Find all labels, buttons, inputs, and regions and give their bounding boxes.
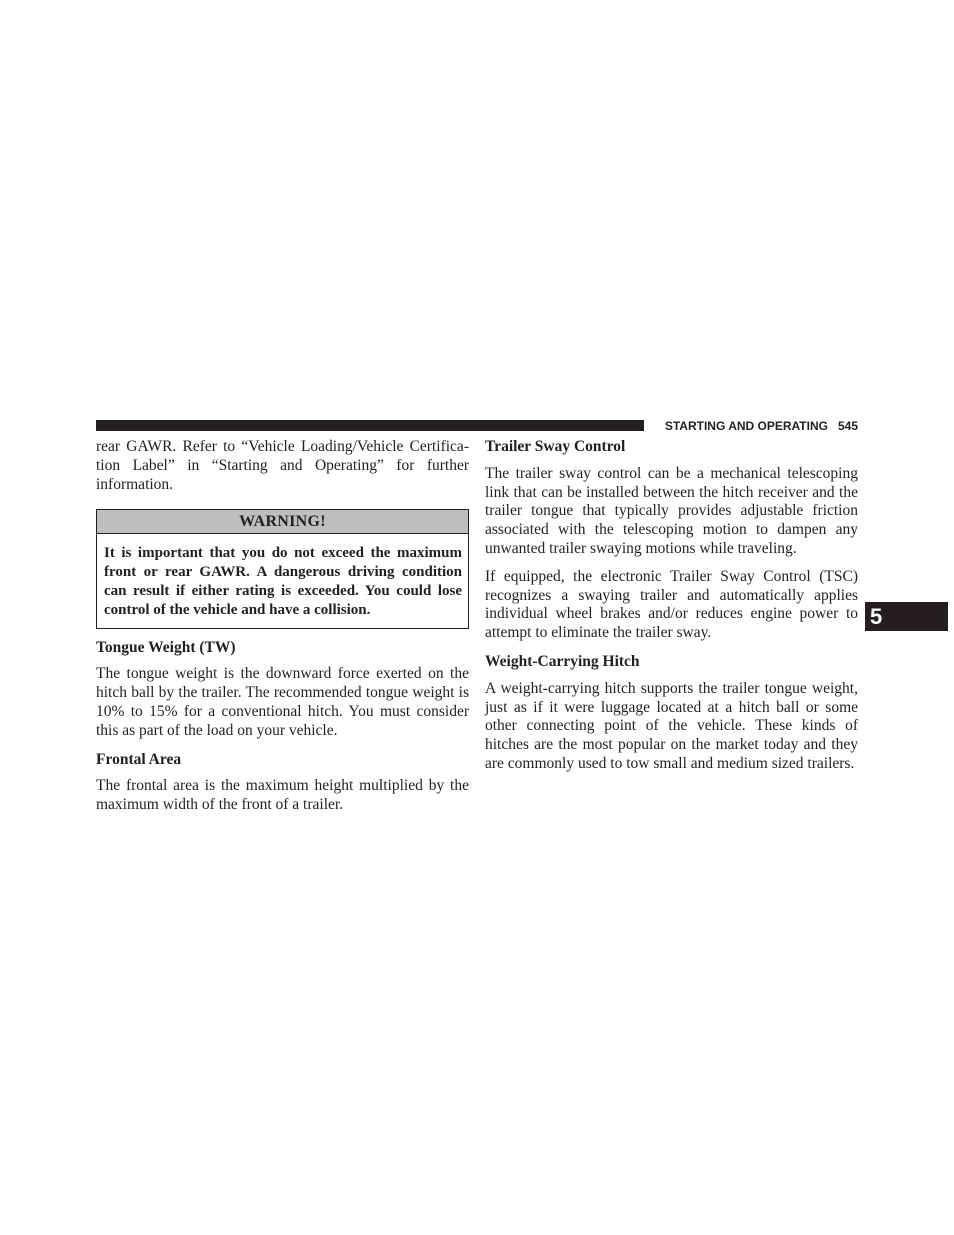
trailer-sway-heading: Trailer Sway Control [485, 438, 626, 455]
warning-box [96, 509, 469, 628]
tongue-weight-heading: Tongue Weight (TW) [96, 638, 236, 656]
frontal-area-paragraph: The frontal area is the maximum height multiplied by the maximum width of the front of a trailer. [96, 777, 469, 814]
chapter-tab: 5 [865, 602, 948, 631]
weight-carrying-heading: Weight-Carrying Hitch [485, 652, 640, 670]
header-rule [96, 420, 644, 431]
left-column [96, 438, 469, 815]
page-number: 545 [837, 419, 858, 433]
running-header [654, 418, 858, 434]
intro-paragraph: rear GAWR. Refer to “Vehicle Loading/Vehicle Certification Label” in “Starting and Operating” for further information. [96, 438, 469, 493]
weight-carrying-paragraph: A weight-carrying hitch supports the trailer tongue weight, just as if it were luggage located at a hitch ball or some other connecting point of the vehicle. These kinds of hitches are the most popular on the market today and they are commonly used to tow small and medium sized trailers. [485, 679, 858, 772]
trailer-sway-paragraph-2: If equipped, the electronic Trailer Sway Control (TSC) recognizes a swaying trailer and automatically applies individual wheel brakes and/or reduces engine power to attempt to eliminate the trailer sway. [485, 567, 858, 642]
tongue-weight-paragraph: The tongue weight is the downward force exerted on the hitch ball by the trailer. The recommended tongue weight is 10% to 15% for a conventional hitch. You must consider this as part of the load on your vehicle. [96, 665, 469, 739]
warning-body: It is important that you do not exceed the maximum front or rear GAWR. A dangerous driving condition can result if either rating is exceeded. You could lose control of the vehicle and have a collision. [104, 545, 462, 618]
section-title: STARTING AND OPERATING [664, 419, 828, 433]
right-column [485, 438, 858, 774]
warning-title: WARNING! [97, 510, 468, 534]
trailer-sway-paragraph-1: The trailer sway control can be a mechanical telescoping link that can be installed between the hitch receiver and the trailer tongue that typically provides adjustable friction associated with the telescoping motion to dampen any unwanted trailer swaying motions while traveling. [485, 464, 858, 557]
frontal-area-heading: Frontal Area [96, 750, 182, 768]
